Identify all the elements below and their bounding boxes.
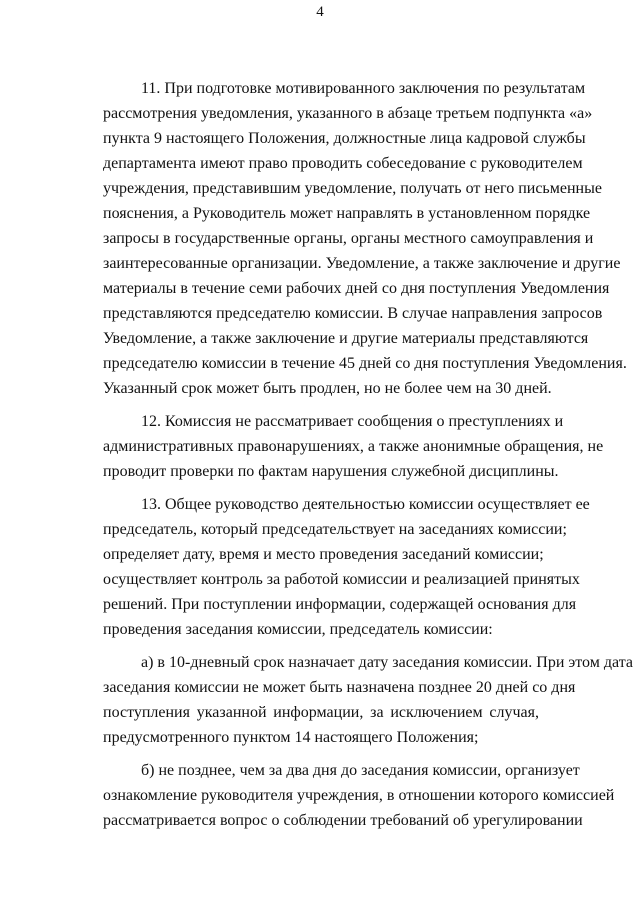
page-number: 4 xyxy=(316,4,324,20)
text-line: административных правонарушениях, а также анонимные обращения, не xyxy=(103,438,604,455)
text-line: представляются председателю комиссии. В случае направления запросов xyxy=(103,305,603,322)
text-line: рассмотрения уведомления, указанного в абзаце третьем подпункта «а» xyxy=(103,105,593,122)
text-line: 11. При подготовке мотивированного заключения по результатам xyxy=(141,80,586,97)
text-line: заседания комиссии не может быть назначена позднее 20 дней со дня xyxy=(103,679,576,696)
paragraph xyxy=(103,492,590,642)
text-line: 13. Общее руководство деятельностью комиссии осуществляет ее xyxy=(141,496,590,513)
text-line: учреждения, представившим уведомление, получать от него письменные xyxy=(103,180,602,197)
text-line: предусмотренного пунктом 14 настоящего Положения; xyxy=(103,729,479,746)
paragraph xyxy=(103,650,633,750)
text-line: осуществляет контроль за работой комиссии и реализацией принятых xyxy=(103,571,580,588)
text-line: пояснения, а Руководитель может направлять в установленном порядке xyxy=(103,205,591,222)
text-line: проведения заседания комиссии, председатель комиссии: xyxy=(103,621,493,638)
text-line: поступления указанной информации, за исключением случая, xyxy=(103,704,539,721)
text-line: Уведомление, а также заключение и другие материалы представляются xyxy=(103,330,589,347)
text-line: 12. Комиссия не рассматривает сообщения о преступлениях и xyxy=(141,413,564,430)
text-line: материалы в течение семи рабочих дней со дня поступления Уведомления xyxy=(103,280,610,297)
text-line: пункта 9 настоящего Положения, должностные лица кадровой службы xyxy=(103,130,586,147)
text-line: ознакомление руководителя учреждения, в отношении которого комиссией xyxy=(103,787,615,804)
text-line: а) в 10-дневный срок назначает дату заседания комиссии. При этом дата xyxy=(141,654,633,671)
text-line: Указанный срок может быть продлен, но не более чем на 30 дней. xyxy=(103,380,552,397)
paragraph xyxy=(103,409,604,484)
text-line: председателю комиссии в течение 45 дней со дня поступления Уведомления. xyxy=(103,355,627,372)
text-line: решений. При поступлении информации, содержащей основания для xyxy=(103,596,577,613)
paragraph xyxy=(103,758,615,833)
text-line: определяет дату, время и место проведения заседаний комиссии; xyxy=(103,546,544,563)
text-line: проводит проверки по фактам нарушения служебной дисциплины. xyxy=(103,463,559,480)
paragraph xyxy=(103,76,627,401)
text-line: б) не позднее, чем за два дня до заседания комиссии, организует xyxy=(141,762,580,779)
text-line: запросы в государственные органы, органы местного самоуправления и xyxy=(103,230,594,247)
text-line: заинтересованные организации. Уведомление, а также заключение и другие xyxy=(103,255,621,272)
text-line: председатель, который председательствует на заседаниях комиссии; xyxy=(103,521,567,538)
text-line: департамента имеют право проводить собеседование с руководителем xyxy=(103,155,583,172)
text-line: рассматривается вопрос о соблюдении требований об урегулировании xyxy=(103,812,583,829)
document-body xyxy=(103,76,633,841)
